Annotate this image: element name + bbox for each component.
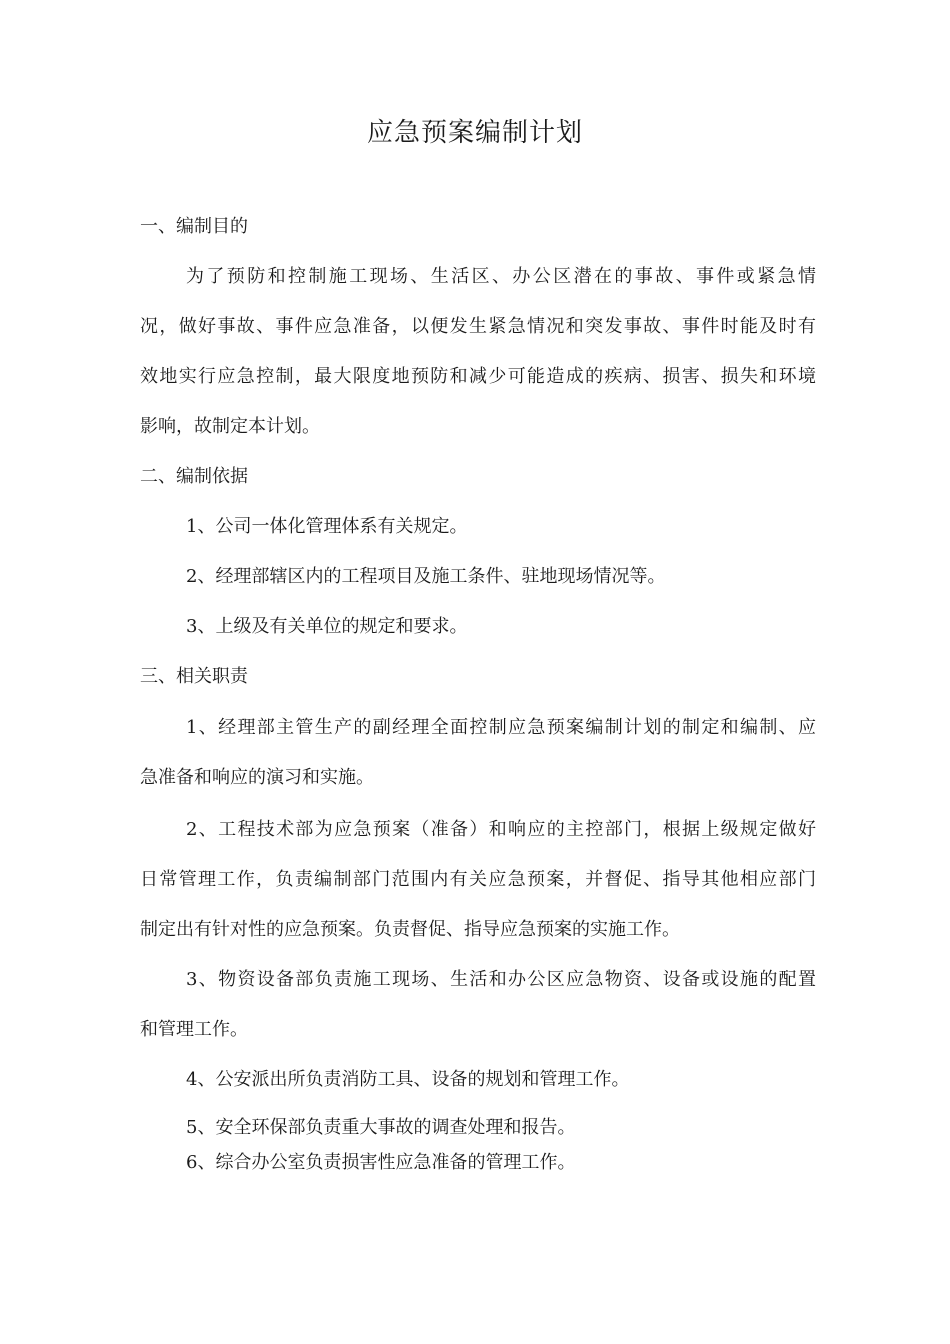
- list-item: 5、安全环保部负责重大事故的调查处理和报告。: [186, 1117, 576, 1138]
- list-item: 1、经理部主管生产的副经理全面控制应急预案编制计划的制定和编制、应: [186, 717, 816, 738]
- list-item: 6、综合办公室负责损害性应急准备的管理工作。: [186, 1152, 576, 1173]
- list-item: 3、上级及有关单位的规定和要求。: [186, 616, 468, 637]
- document-title: 应急预案编制计划: [366, 118, 583, 148]
- list-item-continuation: 和管理工作。: [140, 1019, 248, 1040]
- paragraph-line: 影响，故制定本计划。: [140, 416, 320, 437]
- list-item: 3、物资设备部负责施工现场、生活和办公区应急物资、设备或设施的配置: [186, 969, 816, 990]
- section-heading-basis: 二、编制依据: [140, 466, 248, 487]
- list-item-continuation: 制定出有针对性的应急预案。负责督促、指导应急预案的实施工作。: [140, 919, 680, 940]
- paragraph-line: 况，做好事故、事件应急准备，以便发生紧急情况和突发事故、事件时能及时有: [140, 316, 816, 337]
- list-item: 1、公司一体化管理体系有关规定。: [186, 516, 468, 537]
- list-item-continuation: 日常管理工作，负责编制部门范围内有关应急预案，并督促、指导其他相应部门: [140, 869, 816, 890]
- paragraph-line: 为了预防和控制施工现场、生活区、办公区潜在的事故、事件或紧急情: [186, 266, 816, 287]
- list-item-continuation: 急准备和响应的演习和实施。: [140, 767, 374, 788]
- list-item: 2、经理部辖区内的工程项目及施工条件、驻地现场情况等。: [186, 566, 666, 587]
- paragraph-line: 效地实行应急控制，最大限度地预防和减少可能造成的疾病、损害、损失和环境: [140, 366, 816, 387]
- section-heading-responsibilities: 三、相关职责: [140, 666, 248, 687]
- section-heading-purpose: 一、编制目的: [140, 216, 248, 237]
- list-item: 4、公安派出所负责消防工具、设备的规划和管理工作。: [186, 1069, 630, 1090]
- list-item: 2、工程技术部为应急预案（准备）和响应的主控部门，根据上级规定做好: [186, 819, 816, 840]
